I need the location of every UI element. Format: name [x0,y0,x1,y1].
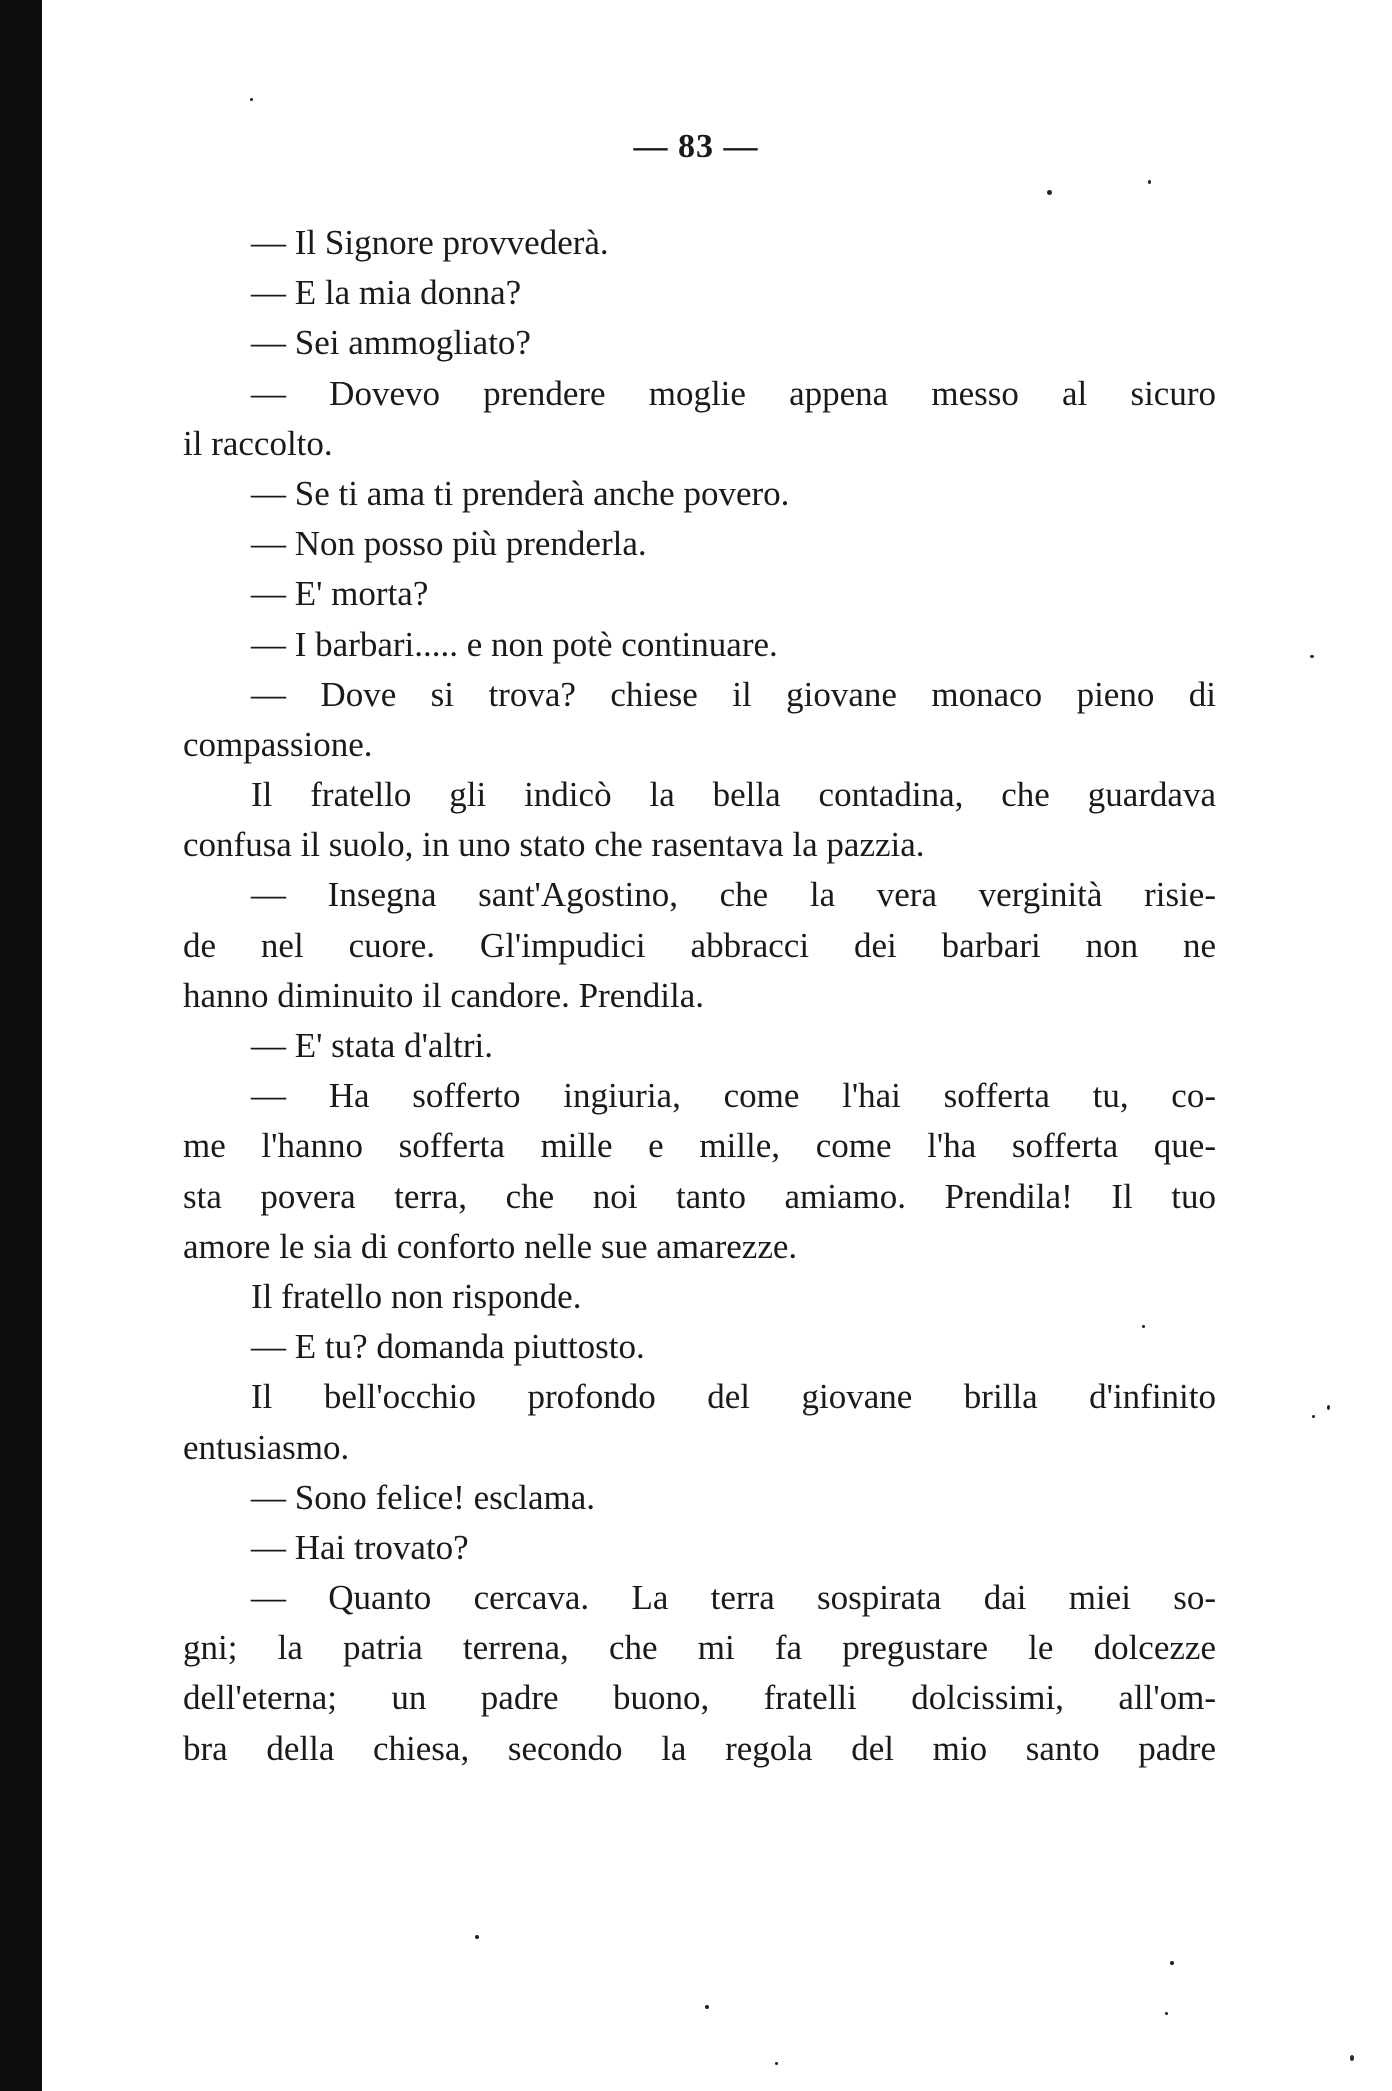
text-line: sta povera terra, che noi tanto amiamo. Prendila! Il tuo [183,1176,1216,1216]
text-line: — Il Signore provvederà. [251,223,609,262]
scan-speck [250,98,253,101]
text-line: hanno diminuito il candore. Prendila. [183,975,705,1015]
text-line: — E la mia donna? [251,273,522,313]
text-line: — Sono felice! esclama. [251,1477,596,1517]
text-line: — Dove si trova? chiese il giovane monaco pieno di [251,674,1216,714]
text-line: Il fratello non risponde. [251,1276,582,1316]
book-spine-shadow [0,0,42,2091]
text-line: — E tu? domanda piuttosto. [251,1327,645,1367]
scan-speck [1310,655,1314,658]
scan-speck [705,2005,709,2009]
text-line: — Dovevo prendere moglie appena messo al sicuro [251,373,1216,413]
text-line: me l'hanno sofferta mille e mille, come l'ha sofferta que- [183,1126,1216,1166]
scan-speck [1047,190,1052,195]
page-body-text [183,218,1216,1774]
text-line: — E' morta? [251,574,429,614]
scan-speck [1142,1325,1145,1328]
text-line: — I barbari..... e non potè continuare. [251,624,778,664]
text-line: — Ha sofferto ingiuria, come l'hai sofferta tu, co- [251,1076,1216,1116]
scan-speck [775,2062,778,2065]
text-line: amore le sia di conforto nelle sue amarezze. [183,1226,798,1266]
text-line: de nel cuore. Gl'impudici abbracci dei barbari non ne [183,925,1216,965]
text-line: — Hai trovato? [251,1527,469,1567]
text-line: compassione. [183,724,373,764]
text-line: bra della chiesa, secondo la regola del mio santo padre [183,1728,1216,1768]
text-line: Il fratello gli indicò la bella contadina, che guardava [251,775,1216,815]
text-line: — Se ti ama ti prenderà anche povero. [251,473,790,513]
text-line: — Sei ammogliato? [251,323,531,363]
text-line: — Insegna sant'Agostino, che la vera verginità risie- [251,875,1216,915]
text-line: — E' stata d'altri. [251,1026,493,1065]
scan-speck [1350,2055,1354,2061]
scan-speck [1312,1415,1315,1418]
text-line: gni; la patria terrena, che mi fa pregustare le dolcezze [183,1628,1216,1668]
text-line: confusa il suolo, in uno stato che rasentava la pazzia. [183,825,925,865]
scan-speck [475,1935,479,1939]
page-number: — 83 — [633,128,759,165]
text-line: — Non posso più prenderla. [251,524,647,564]
text-line: entusiasmo. [183,1427,350,1467]
scan-speck [1165,2012,1168,2015]
text-line: dell'eterna; un padre buono, fratelli dolcissimi, all'om- [183,1678,1216,1718]
scan-speck [1327,1405,1330,1410]
text-line: il raccolto. [183,423,333,463]
scan-speck [1148,180,1151,184]
scan-speck [1170,1961,1174,1965]
text-line: Il bell'occhio profondo del giovane brilla d'infinito [251,1377,1216,1417]
text-line: — Quanto cercava. La terra sospirata dai miei so- [251,1578,1216,1618]
